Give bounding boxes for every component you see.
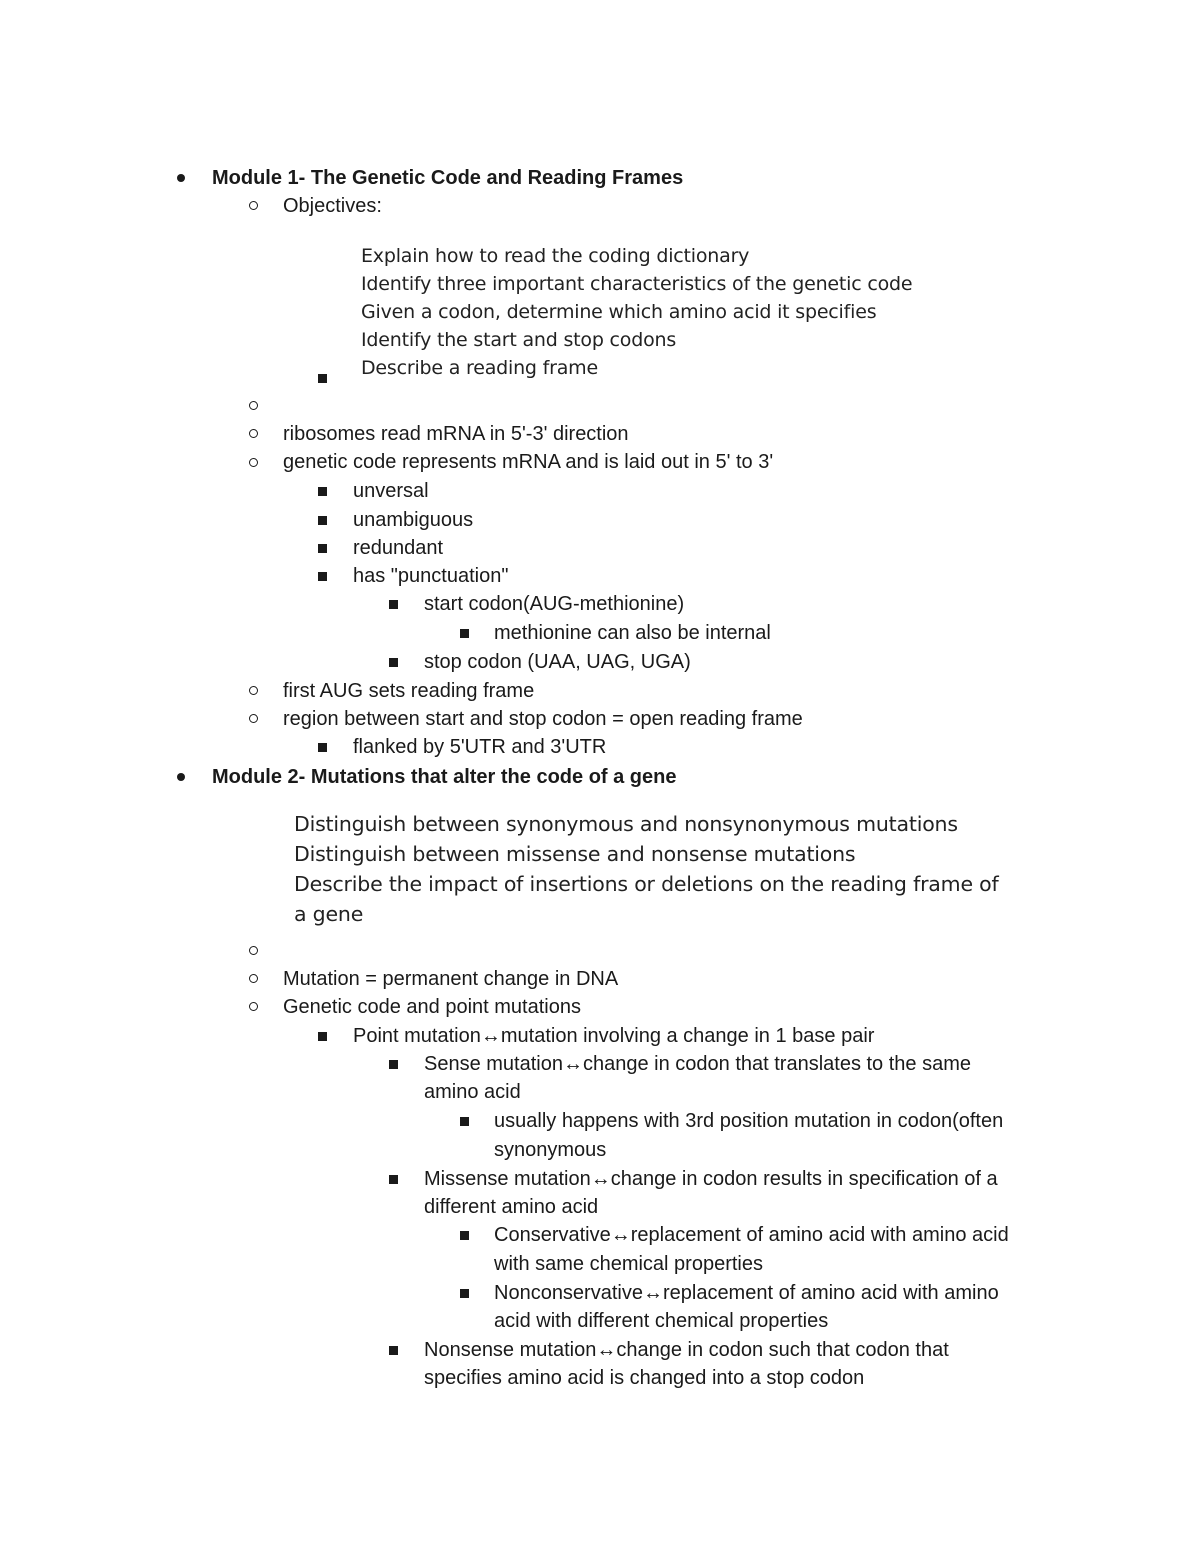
bullet-square-icon	[318, 743, 327, 752]
module2-title: Module 2- Mutations that alter the code of a gene	[212, 766, 677, 788]
list-item-continuation: amino acid	[424, 1081, 521, 1103]
objective-line: Describe the impact of insertions or deletions on the reading frame of	[294, 872, 999, 896]
list-item: redundant	[353, 537, 444, 559]
list-item: unversal	[353, 480, 429, 502]
bullet-square-icon	[389, 600, 398, 609]
list-item-continuation: specifies amino acid is changed into a stop codon	[424, 1367, 865, 1389]
bullet-circle-icon	[249, 429, 258, 438]
bullet-dot-icon	[177, 174, 185, 182]
objective-line: Distinguish between synonymous and nonsynonymous mutations	[294, 812, 958, 836]
list-item: first AUG sets reading frame	[283, 680, 535, 702]
list-item: genetic code represents mRNA and is laid out in 5' to 3'	[283, 451, 774, 473]
bullet-square-icon	[318, 487, 327, 496]
list-item: stop codon (UAA, UAG, UGA)	[424, 651, 691, 673]
list-item: Missense mutation↔change in codon results in specification of a	[424, 1168, 998, 1190]
list-item: Sense mutation↔change in codon that translates to the same	[424, 1053, 972, 1075]
list-item: methionine can also be internal	[494, 622, 771, 644]
bullet-dot-icon	[177, 773, 185, 781]
bullet-circle-icon	[249, 1002, 258, 1011]
bullet-square-icon	[389, 1175, 398, 1184]
bullet-circle-icon	[249, 714, 258, 723]
objectives-label: Objectives:	[283, 195, 382, 217]
bullet-square-icon	[318, 374, 327, 383]
objective-line: Distinguish between missense and nonsense mutations	[294, 842, 856, 866]
list-item: unambiguous	[353, 509, 474, 531]
list-item: Nonsense mutation↔change in codon such that codon that	[424, 1339, 949, 1361]
bullet-square-icon	[460, 629, 469, 638]
bullet-square-icon	[318, 544, 327, 553]
objective-line: Describe a reading frame	[361, 357, 598, 379]
bullet-circle-icon	[249, 458, 258, 467]
list-item: region between start and stop codon = open reading frame	[283, 708, 803, 730]
bullet-square-icon	[460, 1117, 469, 1126]
bullet-square-icon	[460, 1231, 469, 1240]
bullet-circle-icon	[249, 686, 258, 695]
list-item: ribosomes read mRNA in 5'-3' direction	[283, 423, 629, 445]
bullet-circle-icon	[249, 946, 258, 955]
objective-line: a gene	[294, 902, 364, 926]
list-item: usually happens with 3rd position mutation in codon(often	[494, 1110, 1004, 1132]
list-item: flanked by 5'UTR and 3'UTR	[353, 736, 607, 758]
bullet-circle-icon	[249, 401, 258, 410]
module1-title: Module 1- The Genetic Code and Reading Frames	[212, 167, 684, 189]
objective-line: Given a codon, determine which amino acid it specifies	[361, 301, 877, 323]
bullet-square-icon	[460, 1289, 469, 1298]
list-item-continuation: synonymous	[494, 1139, 607, 1161]
list-item: Genetic code and point mutations	[283, 996, 581, 1018]
list-item-continuation: different amino acid	[424, 1196, 599, 1218]
objective-line: Identify the start and stop codons	[361, 329, 677, 351]
list-item: Nonconservative↔replacement of amino acid with amino	[494, 1282, 999, 1304]
list-item: has "punctuation"	[353, 565, 509, 587]
list-item: Conservative↔replacement of amino acid with amino acid	[494, 1224, 1009, 1246]
list-item: start codon(AUG-methionine)	[424, 593, 685, 615]
bullet-square-icon	[389, 658, 398, 667]
list-item: Point mutation↔mutation involving a change in 1 base pair	[353, 1025, 875, 1047]
bullet-circle-icon	[249, 974, 258, 983]
bullet-square-icon	[389, 1060, 398, 1069]
list-item-continuation: acid with different chemical properties	[494, 1310, 829, 1332]
list-item-continuation: with same chemical properties	[494, 1253, 763, 1275]
bullet-circle-icon	[249, 201, 258, 210]
bullet-square-icon	[389, 1346, 398, 1355]
list-item: Mutation = permanent change in DNA	[283, 968, 619, 990]
bullet-square-icon	[318, 1032, 327, 1041]
bullet-square-icon	[318, 516, 327, 525]
objective-line: Explain how to read the coding dictionary	[361, 245, 750, 267]
bullet-square-icon	[318, 572, 327, 581]
objective-line: Identify three important characteristics of the genetic code	[361, 273, 913, 295]
